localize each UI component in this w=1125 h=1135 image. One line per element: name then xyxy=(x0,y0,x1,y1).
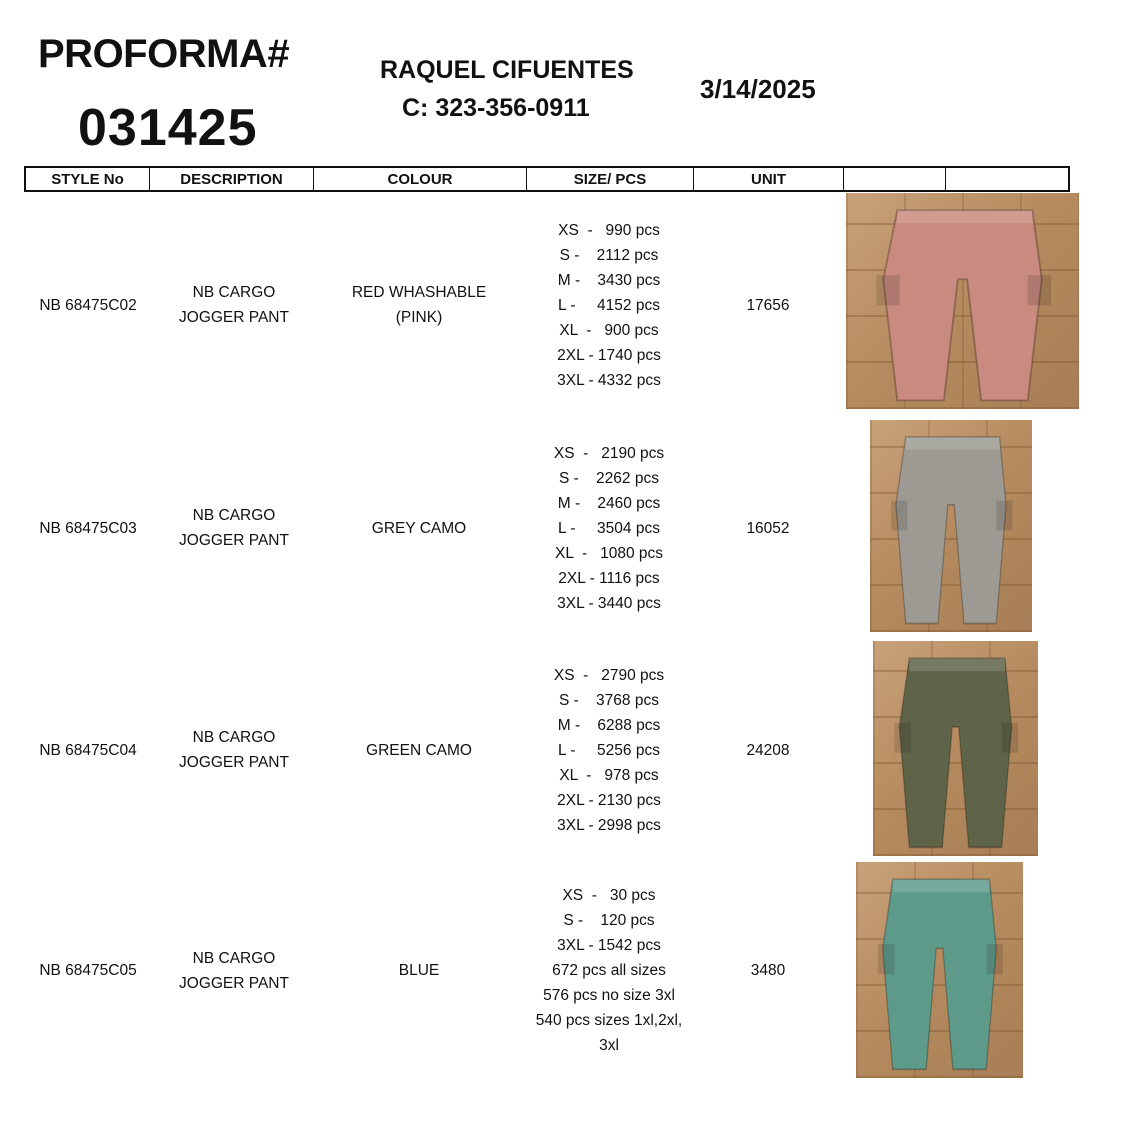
unit-count: 17656 xyxy=(746,296,790,314)
proforma-title: PROFORMA# xyxy=(38,32,290,76)
colour xyxy=(313,418,525,638)
description-line: NB CARGO xyxy=(192,507,276,524)
size-line: S - 120 pcs xyxy=(563,912,655,929)
style-number: NB 68475C04 xyxy=(39,741,137,759)
style-number: NB 68475C05 xyxy=(39,962,137,979)
colour-line: GREY CAMO xyxy=(371,519,467,537)
size-line: 3XL - 2998 pcs xyxy=(557,816,661,834)
size-line: XL - 1080 pcs xyxy=(555,544,663,562)
description xyxy=(152,863,316,1078)
product-photo xyxy=(856,862,1023,1078)
description-line: NB CARGO xyxy=(192,284,276,301)
unit-count: 24208 xyxy=(746,741,790,759)
size-line: 576 pcs no size 3xl xyxy=(543,987,675,1004)
size-line: 3xl xyxy=(599,1037,619,1054)
description xyxy=(152,418,316,638)
size-line: 672 pcs all sizes xyxy=(552,962,666,979)
colour xyxy=(313,863,525,1078)
size-list xyxy=(525,418,693,638)
size-line: 3XL - 1542 pcs xyxy=(557,937,661,954)
invoice-date: 3/14/2025 xyxy=(700,74,816,104)
column-header-style: STYLE No xyxy=(26,168,150,190)
jogger-pant-icon xyxy=(873,641,1038,856)
column-header-description: DESCRIPTION xyxy=(150,168,314,190)
description xyxy=(152,195,316,415)
jogger-pant-icon xyxy=(846,193,1079,409)
size-line: M - 3430 pcs xyxy=(557,271,661,289)
jogger-pant-icon xyxy=(856,862,1023,1078)
style-number: NB 68475C02 xyxy=(39,296,137,314)
size-line: 3XL - 4332 pcs xyxy=(557,371,661,389)
column-header-colour: COLOUR xyxy=(314,168,527,190)
customer-phone: C: 323-356-0911 xyxy=(402,94,590,122)
size-line: M - 6288 pcs xyxy=(557,716,661,734)
size-list xyxy=(525,640,693,860)
column-header-size: SIZE/ PCS xyxy=(527,168,694,190)
size-line: S - 3768 pcs xyxy=(559,691,659,709)
description xyxy=(152,640,316,860)
column-header-unit: UNIT xyxy=(694,168,844,190)
colour-line: RED WHASHABLE xyxy=(351,284,487,301)
colour-line: GREEN CAMO xyxy=(366,741,472,759)
description-line: JOGGER PANT xyxy=(179,532,289,549)
size-line: 2XL - 1740 pcs xyxy=(557,346,661,364)
description-line: NB CARGO xyxy=(192,729,276,746)
size-line: L - 4152 pcs xyxy=(558,296,660,314)
product-photo xyxy=(873,641,1038,856)
column-header-blank-1 xyxy=(844,168,946,190)
description-line: JOGGER PANT xyxy=(179,754,289,771)
colour-line: (PINK) xyxy=(395,309,443,326)
product-photo xyxy=(870,420,1032,632)
description-line: JOGGER PANT xyxy=(179,974,289,992)
size-line: XS - 30 pcs xyxy=(562,887,656,904)
size-line: XL - 978 pcs xyxy=(559,766,659,784)
customer-name: RAQUEL CIFUENTES xyxy=(380,56,634,84)
size-line: XL - 900 pcs xyxy=(559,321,659,339)
size-line: S - 2262 pcs xyxy=(559,469,659,487)
proforma-number: 031425 xyxy=(78,99,258,157)
size-line: M - 2460 pcs xyxy=(557,494,661,512)
size-list xyxy=(525,863,693,1078)
colour xyxy=(313,640,525,860)
style-number: NB 68475C03 xyxy=(39,519,137,537)
size-line: XS - 990 pcs xyxy=(558,221,660,239)
size-line: 2XL - 2130 pcs xyxy=(557,791,661,809)
unit-count: 16052 xyxy=(746,519,790,537)
column-header-blank-2 xyxy=(946,168,1068,190)
colour-line: BLUE xyxy=(398,962,440,979)
jogger-pant-icon xyxy=(870,420,1032,632)
size-line: 3XL - 3440 pcs xyxy=(557,594,661,612)
description-line: JOGGER PANT xyxy=(179,309,289,326)
size-line: L - 3504 pcs xyxy=(558,519,660,537)
table-header xyxy=(24,166,1070,192)
colour xyxy=(313,195,525,415)
size-line: 2XL - 1116 pcs xyxy=(558,569,660,587)
size-line: L - 5256 pcs xyxy=(558,741,660,759)
size-line: XS - 2790 pcs xyxy=(553,666,665,684)
size-line: 540 pcs sizes 1xl,2xl, xyxy=(535,1012,683,1029)
product-photo xyxy=(846,193,1079,409)
unit-count: 3480 xyxy=(750,962,786,979)
size-line: XS - 2190 pcs xyxy=(553,444,665,462)
description-line: NB CARGO xyxy=(192,949,276,967)
size-list xyxy=(525,195,693,415)
size-line: S - 2112 pcs xyxy=(559,246,659,264)
